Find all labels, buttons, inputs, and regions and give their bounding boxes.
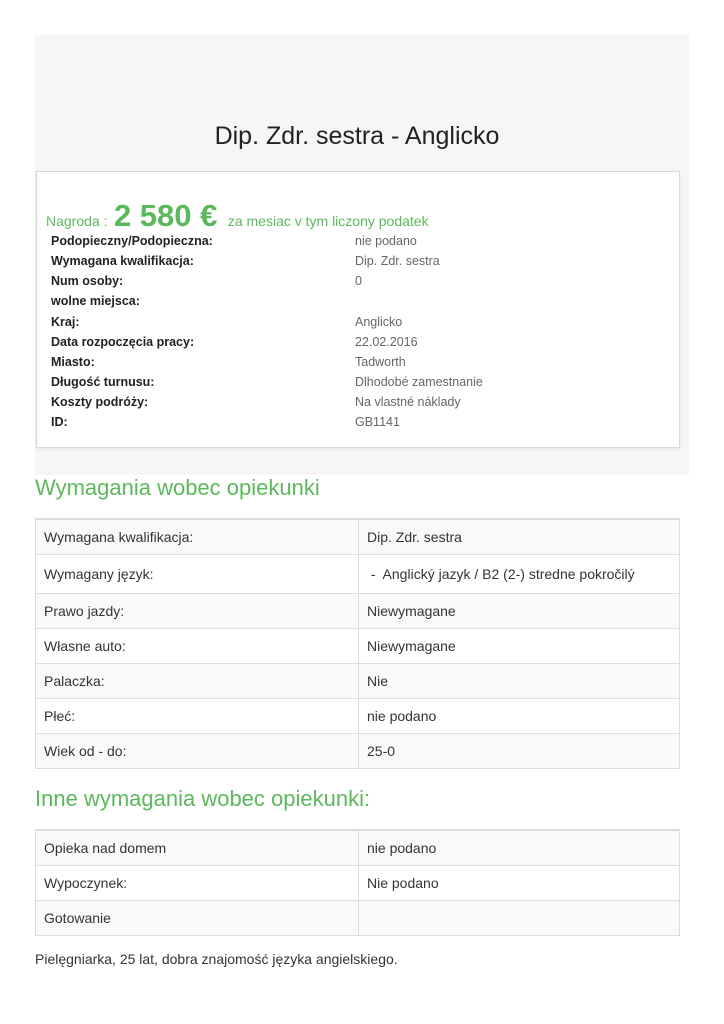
detail-row	[51, 294, 671, 314]
requirement-label: Płeć:	[36, 699, 359, 734]
detail-row	[51, 234, 671, 254]
detail-value: Dip. Zdr. sestra	[355, 254, 440, 268]
detail-label: Num osoby:	[51, 274, 124, 288]
requirement-value: Nie podano	[359, 866, 680, 901]
requirement-value	[359, 901, 680, 936]
table-row	[36, 830, 680, 866]
requirements-table	[35, 518, 680, 769]
requirement-label: Wiek od - do:	[36, 734, 359, 769]
job-description: Pielęgniarka, 25 lat, dobra znajomość języka angielskiego.	[35, 951, 398, 967]
requirement-value: nie podano	[359, 699, 680, 734]
requirement-label: Wypoczynek:	[36, 866, 359, 901]
requirement-label: Prawo jazdy:	[36, 594, 359, 629]
reward-note: za mesiac v tym liczony podatek	[227, 213, 429, 229]
detail-row	[51, 315, 671, 335]
requirement-value: Niewymagane	[359, 594, 680, 629]
requirement-label: Wymagana kwalifikacja:	[36, 519, 359, 555]
detail-row	[51, 375, 671, 395]
requirements-heading: Wymagania wobec opiekunki	[35, 475, 320, 500]
table-row	[36, 699, 680, 734]
detail-label: Długość turnusu:	[51, 375, 155, 389]
requirement-value: Niewymagane	[359, 629, 680, 664]
table-row	[36, 901, 680, 936]
detail-value: Na vlastné náklady	[355, 395, 461, 409]
detail-value: 22.02.2016	[355, 335, 418, 349]
requirement-value: nie podano	[359, 830, 680, 866]
detail-row	[51, 335, 671, 355]
detail-label: wolne miejsca:	[51, 294, 140, 308]
detail-value: nie podano	[355, 234, 417, 248]
requirement-value: Nie	[359, 664, 680, 699]
detail-row	[51, 254, 671, 274]
detail-row	[51, 395, 671, 415]
detail-row	[51, 274, 671, 294]
detail-value: 0	[355, 274, 362, 288]
requirement-label: Gotowanie	[36, 901, 359, 936]
table-row	[36, 519, 680, 555]
requirement-label: Wymagany język:	[36, 555, 359, 594]
detail-row	[51, 355, 671, 375]
other-requirements-heading: Inne wymagania wobec opiekunki:	[35, 786, 371, 811]
table-row	[36, 555, 680, 594]
table-row	[36, 594, 680, 629]
requirement-label: Opieka nad domem	[36, 830, 359, 866]
detail-label: Kraj:	[51, 315, 80, 329]
table-row	[36, 866, 680, 901]
requirement-label: Własne auto:	[36, 629, 359, 664]
requirement-label: Palaczka:	[36, 664, 359, 699]
requirement-value: 25-0	[359, 734, 680, 769]
detail-label: Koszty podróży:	[51, 395, 149, 409]
table-row	[36, 664, 680, 699]
detail-value: Dlhodobé zamestnanie	[355, 375, 483, 389]
requirement-value: Dip. Zdr. sestra	[359, 519, 680, 555]
detail-value: Anglicko	[355, 315, 403, 329]
table-row	[36, 734, 680, 769]
detail-row	[51, 415, 671, 435]
requirement-value: - Anglický jazyk / B2 (2-) stredne pokročilý	[359, 555, 680, 594]
detail-label: Data rozpoczęcia pracy:	[51, 335, 195, 349]
other-requirements-table	[35, 829, 680, 936]
reward-line	[46, 198, 429, 234]
table-row	[36, 629, 680, 664]
reward-label: Nagroda :	[46, 213, 108, 229]
detail-value: GB1141	[355, 415, 400, 429]
job-title: Dip. Zdr. sestra - Anglicko	[214, 122, 500, 150]
job-summary-card	[36, 171, 680, 448]
detail-label: Miasto:	[51, 355, 95, 369]
detail-label: Podopieczny/Podopieczna:	[51, 234, 213, 248]
reward-amount: 2 580 €	[113, 198, 218, 233]
detail-value: Tadworth	[355, 355, 406, 369]
detail-label: ID:	[51, 415, 68, 429]
detail-label: Wymagana kwalifikacja:	[51, 254, 194, 268]
